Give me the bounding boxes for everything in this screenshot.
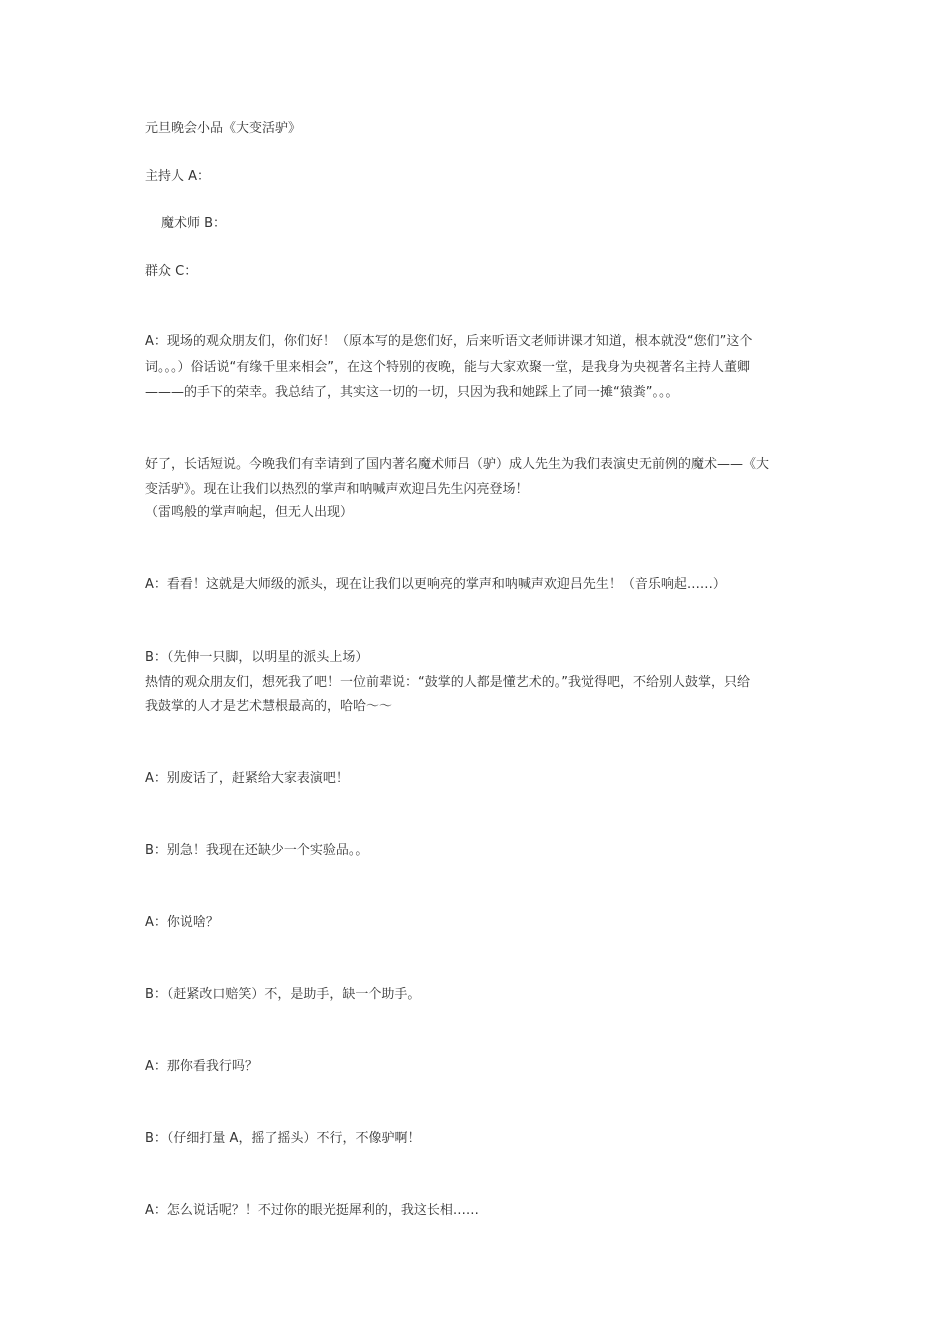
paragraph-line: 我鼓掌的人才是艺术慧根最高的，哈哈～～ xyxy=(145,699,393,714)
role-crowd: 群众 C： xyxy=(145,264,198,279)
dialogue-line: A：别废话了，赶紧给大家表演吧！ xyxy=(145,771,349,786)
paragraph-line: 变活驴》。现在让我们以热烈的掌声和呐喊声欢迎吕先生闪亮登场！ xyxy=(145,482,529,497)
dialogue-line: B：别急！我现在还缺少一个实验品。。 xyxy=(145,843,369,858)
paragraph-line: ———的手下的荣幸。我总结了，其实这一切的一切，只因为我和她踩上了同一摊“猿粪”。。。 xyxy=(145,385,679,400)
paragraph-line: A：现场的观众朋友们，你们好！（原本写的是您们好，后来听语文老师讲课才知道，根本就没“您们”这个 xyxy=(145,334,753,349)
dialogue-line: A：那你看我行吗？ xyxy=(145,1059,258,1074)
document-title: 元旦晚会小品《大变活驴》 xyxy=(145,121,302,136)
dialogue-line: B：（先伸一只脚，以明星的派头上场） xyxy=(145,650,369,665)
stage-direction: （雷鸣般的掌声响起，但无人出现） xyxy=(145,505,354,520)
dialogue-line: B：（仔细打量 A，摇了摇头）不行，不像驴啊！ xyxy=(145,1131,421,1146)
paragraph-line: 热情的观众朋友们，想死我了吧！一位前辈说：“鼓掌的人都是懂艺术的。”我觉得吧，不给别人鼓掌，只给 xyxy=(145,675,750,690)
dialogue-line: B：（赶紧改口赔笑）不，是助手，缺一个助手。 xyxy=(145,987,421,1002)
dialogue-line: A：怎么说话呢？！不过你的眼光挺犀利的，我这长相…… xyxy=(145,1203,479,1218)
paragraph-line: 词。。。）俗话说“有缘千里来相会”，在这个特别的夜晚，能与大家欢聚一堂，是我身为央视著名主持人董卿 xyxy=(145,360,750,375)
paragraph-line: 好了，长话短说。今晚我们有幸请到了国内著名魔术师吕（驴）成人先生为我们表演史无前例的魔术——《大 xyxy=(145,457,770,472)
dialogue-line: A：你说啥？ xyxy=(145,915,219,930)
role-host: 主持人 A： xyxy=(145,169,211,184)
role-magician: 魔术师 B： xyxy=(161,216,227,231)
dialogue-line: A：看看！这就是大师级的派头，现在让我们以更响亮的掌声和呐喊声欢迎吕先生！（音乐响起……） xyxy=(145,577,726,592)
